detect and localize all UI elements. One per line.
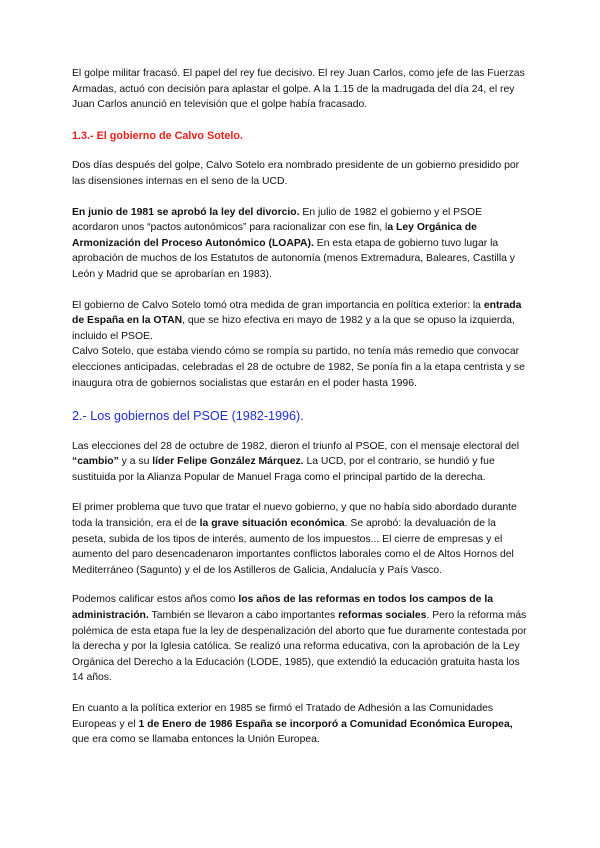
- text-pactos: En julio de 1982 el gobierno y el PSOE acordaron unos “pactos autonómicos” para racionalizar con ese fin, l: [72, 206, 483, 234]
- text-primer-problema: El primer problema que tuvo que tratar el nuevo gobierno, y que no había sido abordado durante toda la transición, era el de: [72, 502, 517, 530]
- text-calificar: Podemos calificar estos años como: [72, 594, 239, 606]
- text-politica-exterior: En cuanto a la política exterior en 1985 se firmó el Tratado de Adhesión a las Comunidades Europeas y el: [72, 703, 494, 730]
- paragraph-otan: [72, 298, 528, 345]
- text-otan-intro: El gobierno de Calvo Sotelo tomó otra medida de gran importancia en política exterior: la: [72, 299, 484, 311]
- heading-calvo-sotelo: 1.3.- El gobierno de Calvo Sotelo.: [72, 129, 243, 142]
- bold-cambio: “cambio”: [72, 456, 119, 468]
- text-aborto-lode: . Pero la reforma más polémica de esta etapa fue la ley de despenalización del aborto que fue duramente contestada por la derecha y por la Iglesia católica. Se realizó una reforma educativa, con la aprobación de la Ley Orgánica del Derecho a la Educación (LODE, 1985), que extendió la educación gratuita hasta los 14 años.: [72, 610, 527, 684]
- text-estatutos: En esta etapa de gobierno tuvo lugar la aprobación de muchos de los Estatutos de autonomía (menos Extremadura, Baleares, Castilla y León y Madrid que se aprobarían en 1983).: [72, 237, 515, 280]
- paragraph-situacion-economica: [72, 500, 528, 578]
- bold-loapa: a Ley Orgánica de Armonización del Proceso Autonómico (LOAPA).: [72, 222, 477, 249]
- text-otan-end: , que se hizo efectiva en mayo de 1982 y a la que se opuso la izquierda, incluido el PSOE.: [72, 315, 515, 342]
- heading-gobiernos-psoe: 2.- Los gobiernos del PSOE (1982-1996).: [72, 409, 304, 424]
- paragraph-elecciones-anticipadas: Calvo Sotelo, que estaba viendo cómo se rompía su partido, no tenía más remedio que convocar elecciones anticipadas, celebradas el 28 de octubre de 1982, Se ponía fin a la etapa centrista y se inaugura otra de gobiernos socialistas que estarán en el poder hasta 1996.: [72, 346, 525, 389]
- bold-anos-reformas: los años de las reformas en todos los campos de la administración.: [72, 594, 493, 622]
- bold-situacion-economica: la grave situación económica: [199, 518, 345, 530]
- text-ucd-hundio: La UCD, por el contrario, se hundió y fue sustituida por la Alianza Popular de Manuel Fraga como el principal partido de la derecha.: [72, 456, 495, 483]
- paragraph-reformas: [72, 592, 528, 686]
- document-page: [72, 66, 528, 748]
- text-y-a-su: y a su: [118, 456, 153, 468]
- text-devaluacion: . Se aprobó: la devaluación de la peseta, subida de los tipos de interés, aumento de los impuestos... El cierre de empresas y el aumento del paro desencadenaron importantes conflictos laborales como el de Altos Hornos del Mediterráneo (Sagunto) y el de los Astilleros de Galicia, Andalucía y País Vasco.: [72, 518, 514, 576]
- paragraph-cee: [72, 701, 528, 748]
- paragraph-dos-dias: Dos días después del golpe, Calvo Sotelo era nombrado presidente de un gobierno presidido por las disensiones internas en el seno de la UCD.: [72, 160, 520, 187]
- bold-felipe-gonzalez: líder Felipe González Márquez.: [152, 456, 304, 468]
- text-union-europea: que era como se llamaba entonces la Unión Europea.: [72, 734, 320, 746]
- bold-reformas-sociales: reformas sociales: [338, 610, 427, 622]
- paragraph-golpe: El golpe militar fracasó. El papel del rey fue decisivo. El rey Juan Carlos, como jefe de las Fuerzas Armadas, actuó con decisión para aplastar el golpe. A la 1.15 de la madrugada del día 24, el rey Juan Carlos anunció en televisión que el golpe había fracasado.: [72, 68, 525, 111]
- bold-otan: entrada de España en la OTAN: [72, 299, 522, 327]
- bold-divorcio: En junio de 1981 se aprobó la ley del divorcio.: [72, 206, 300, 218]
- paragraph-elecciones-1982: [72, 439, 528, 486]
- text-tambien: También se llevaron a cabo importantes: [148, 610, 339, 622]
- bold-cee-1986: 1 de Enero de 1986 España se incorporó a Comunidad Económica Europea,: [138, 718, 513, 730]
- paragraph-divorcio: [72, 205, 528, 283]
- text-elecciones-intro: Las elecciones del 28 de octubre de 1982, dieron el triunfo al PSOE, con el mensaje electoral del: [72, 440, 520, 452]
